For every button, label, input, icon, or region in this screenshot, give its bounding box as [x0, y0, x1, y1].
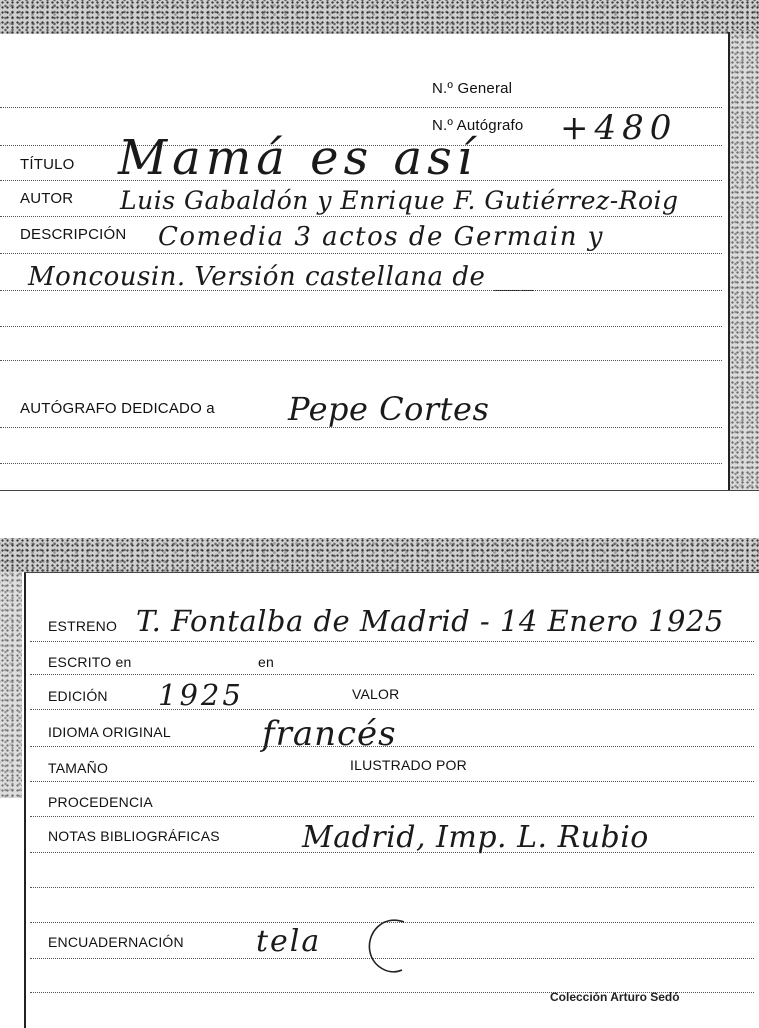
dotted-rule — [0, 427, 722, 428]
dotted-rule — [30, 674, 754, 675]
dotted-rule — [0, 253, 722, 254]
valor-label: VALOR — [352, 686, 400, 702]
notas-bibliograficas-value: Madrid, Imp. L. Rubio — [302, 820, 649, 855]
dotted-rule — [30, 641, 754, 642]
card-border — [24, 572, 759, 573]
card-border — [0, 490, 759, 491]
catalog-card-top — [0, 0, 759, 492]
autor-value: Luis Gabaldón y Enrique F. Gutiérrez-Roig — [120, 186, 679, 215]
dotted-rule — [30, 816, 754, 817]
titulo-label: TÍTULO — [20, 156, 75, 173]
descripcion-value-line1: Comedia 3 actos de Germain y — [158, 222, 604, 252]
edicion-label: EDICIÓN — [48, 688, 108, 704]
dotted-rule — [30, 746, 754, 747]
escrito-en-label: ESCRITO en — [48, 654, 132, 670]
card-edge-texture — [0, 538, 759, 572]
dotted-rule — [0, 216, 722, 217]
dotted-rule — [0, 360, 722, 361]
dotted-rule — [30, 709, 754, 710]
dotted-rule — [30, 852, 754, 853]
dotted-rule — [0, 463, 722, 464]
catalog-card-bottom — [0, 538, 759, 1028]
card-edge-texture — [0, 0, 759, 34]
numero-autografo-value: +480 — [560, 108, 678, 148]
estreno-label: ESTRENO — [48, 618, 118, 634]
idioma-original-value: francés — [262, 714, 397, 754]
encuadernacion-label: ENCUADERNACIÓN — [48, 934, 184, 950]
en-label: en — [258, 654, 274, 670]
tamano-label: TAMAÑO — [48, 760, 109, 776]
estreno-value: T. Fontalba de Madrid - 14 Enero 1925 — [136, 604, 724, 638]
numero-autografo-label: N.º Autógrafo — [432, 117, 524, 134]
card-edge-texture — [730, 30, 759, 490]
card-border — [728, 32, 730, 490]
notas-bibliograficas-label: NOTAS BIBLIOGRÁFICAS — [48, 828, 220, 844]
dotted-rule — [30, 958, 754, 959]
autor-label: AUTOR — [20, 190, 74, 207]
autografo-dedicado-value: Pepe Cortes — [288, 390, 490, 428]
dotted-rule — [30, 781, 754, 782]
edicion-value: 1925 — [158, 678, 244, 712]
titulo-value: Mamá es así — [118, 130, 478, 186]
descripcion-value-line2: Moncousin. Versión castellana de ___ — [28, 262, 535, 292]
pencil-circle-mark — [364, 916, 414, 978]
card-border — [24, 572, 26, 1028]
autografo-dedicado-label: AUTÓGRAFO DEDICADO a — [20, 400, 215, 417]
dotted-rule — [0, 180, 722, 181]
dotted-rule — [0, 290, 722, 291]
collection-credit: Colección Arturo Sedó — [550, 990, 680, 1004]
dotted-rule — [0, 326, 722, 327]
encuadernacion-value: tela — [256, 924, 322, 959]
descripcion-label: DESCRIPCIÓN — [20, 226, 127, 243]
idioma-original-label: IDIOMA ORIGINAL — [48, 724, 171, 740]
numero-general-label: N.º General — [432, 80, 513, 97]
procedencia-label: PROCEDENCIA — [48, 794, 153, 810]
card-edge-texture — [0, 568, 22, 798]
ilustrado-por-label: ILUSTRADO POR — [350, 757, 467, 773]
dotted-rule — [30, 887, 754, 888]
